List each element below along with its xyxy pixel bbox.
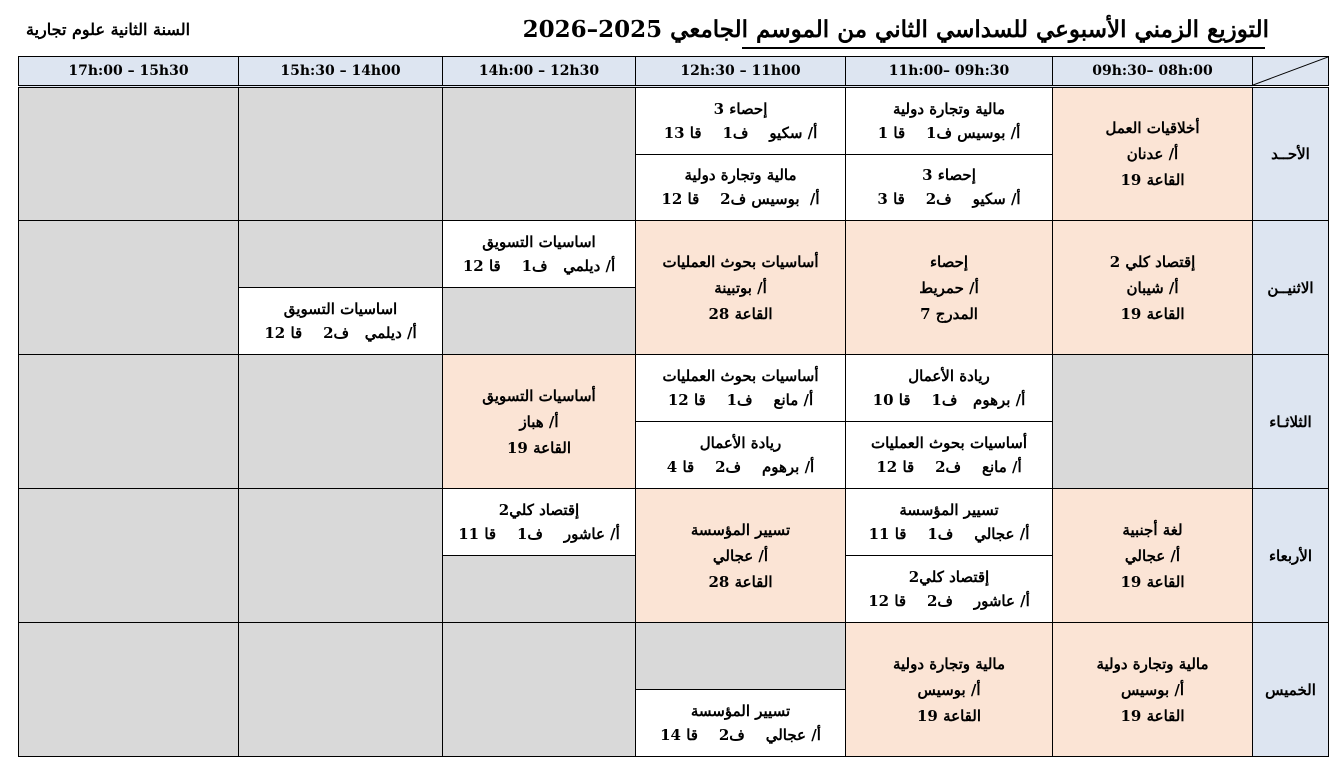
- teacher: أ/ بوسيس: [917, 680, 981, 699]
- lecture-cell: [846, 623, 1053, 757]
- time-slot-6: 17h:00 – 15h30: [19, 57, 239, 87]
- subject: مالية وتجارة دولية: [1096, 654, 1209, 673]
- year-label: السنة الثانية علوم تجارية: [26, 20, 191, 39]
- time-header-row: [19, 57, 1329, 87]
- lecture-cell: [636, 221, 846, 355]
- empty-cell: [239, 623, 443, 757]
- split-cell: [636, 623, 846, 757]
- time-slot-3: 12h:30 – 11h00: [636, 57, 846, 87]
- group-session: [846, 154, 1052, 221]
- empty-cell: [239, 87, 443, 221]
- room: القاعة 28: [708, 572, 773, 591]
- room: القاعة 19: [1120, 572, 1185, 591]
- split-cell: [239, 221, 443, 355]
- room: القاعة 19: [507, 438, 571, 457]
- room: القاعة 19: [1120, 304, 1185, 323]
- group-session: [846, 421, 1052, 488]
- weekly-timetable: [18, 56, 1329, 757]
- split-cell: [636, 87, 846, 221]
- group-info: أ/ عجالي ف2 قا 14: [660, 726, 821, 744]
- group-session: [443, 489, 635, 555]
- group-session: [636, 88, 845, 154]
- subject: إحصاء 3: [922, 166, 976, 185]
- time-slot-1: 09h:30– 08h:00: [1053, 57, 1253, 87]
- split-cell: [443, 489, 636, 623]
- empty-cell: [19, 221, 239, 355]
- empty-cell: [239, 489, 443, 623]
- subject: تسيير المؤسسة: [690, 702, 791, 720]
- teacher: أ/ عجالي: [712, 546, 769, 565]
- teacher: أ/ عجالي: [1124, 546, 1181, 565]
- teacher: أ/ شيبان: [1126, 278, 1179, 297]
- document-title: التوزيع الزمني الأسبوعي للسداسي الثاني من الموسم الجامعي 2025–2026: [522, 16, 1269, 43]
- room: القاعة 28: [708, 304, 773, 323]
- group-info: أ/ سكيو ف1 قا 13: [663, 123, 818, 142]
- corner-diagonal: [1253, 57, 1328, 85]
- subject: إقتصاد كلي2: [908, 568, 990, 586]
- day-label: الثلاثـاء: [1253, 355, 1329, 489]
- split-cell: [846, 87, 1053, 221]
- subject: أساسيات بحوث العمليات: [662, 252, 819, 271]
- group-session: [636, 355, 845, 421]
- subject: لغة أجنبية: [1122, 520, 1183, 539]
- subject: أساسيات بحوث العمليات: [870, 434, 1028, 452]
- corner-cell: [1253, 57, 1329, 87]
- subject: إقتصاد كلي 2: [1109, 252, 1196, 271]
- teacher: أ/ عدنان: [1126, 145, 1179, 163]
- subject: اساسيات التسويق: [482, 233, 596, 251]
- group-info: أ/ عجالي ف1 قا 11: [868, 525, 1030, 543]
- group-session: [443, 221, 635, 287]
- empty-cell: [443, 623, 636, 757]
- row-monday: [19, 221, 1329, 355]
- subject: أساسيات التسويق: [482, 386, 596, 405]
- teacher: أ/ هباز: [519, 412, 559, 431]
- subject: مالية وتجارة دولية: [892, 99, 1006, 118]
- group-session: [636, 421, 845, 488]
- group-info: أ/ مانع ف1 قا 12: [667, 391, 814, 409]
- subject: إحصاء: [929, 252, 969, 271]
- room: القاعة 19: [917, 706, 981, 725]
- subject: إقتصاد كلي2: [498, 501, 580, 519]
- subject: مالية وتجارة دولية: [892, 654, 1006, 673]
- group-info: أ/ مانع ف2 قا 12: [876, 458, 1022, 476]
- empty-slot: [239, 221, 442, 287]
- lecture-cell: [1053, 221, 1253, 355]
- empty-cell: [1053, 355, 1253, 489]
- subject: مالية وتجارة دولية: [684, 166, 797, 185]
- lecture-cell: [1053, 87, 1253, 221]
- group-info: أ/ برهوم ف2 قا 4: [666, 458, 815, 476]
- group-info: أ/ ديلمي ف2 قا 12: [264, 324, 417, 342]
- split-cell: [443, 221, 636, 355]
- time-slot-4: 14h:00 – 12h30: [443, 57, 636, 87]
- teacher: أ/ بوتبينة: [714, 278, 767, 297]
- group-info: أ/ بوسيس ف1 قا 1: [877, 123, 1021, 142]
- subject: ريادة الأعمال: [699, 434, 782, 452]
- group-session: [636, 689, 845, 756]
- day-label: الأربعاء: [1253, 489, 1329, 623]
- lecture-cell: [636, 489, 846, 623]
- split-cell: [846, 355, 1053, 489]
- subject: أساسيات بحوث العمليات: [662, 367, 819, 385]
- row-wednesday: [19, 489, 1329, 623]
- subject: أخلاقيات العمل: [1105, 119, 1200, 137]
- room: القاعة 19: [1120, 171, 1185, 189]
- group-session: [846, 355, 1052, 421]
- group-session: [239, 287, 442, 354]
- empty-slot: [443, 555, 635, 622]
- group-session: [636, 154, 845, 221]
- subject: اساسيات التسويق: [283, 300, 398, 318]
- teacher: أ/ حمريط: [919, 278, 979, 297]
- group-info: أ/ سكيو ف2 قا 3: [877, 190, 1021, 209]
- title-underline: [742, 47, 1265, 49]
- split-cell: [636, 355, 846, 489]
- room: المدرج 7: [920, 304, 978, 323]
- split-cell: [846, 489, 1053, 623]
- row-sunday: [19, 87, 1329, 221]
- empty-slot: [443, 287, 635, 354]
- group-info: أ/ عاشور ف2 قا 12: [868, 592, 1030, 610]
- group-info: أ/ ديلمي ف1 قا 12: [462, 257, 616, 275]
- row-thursday: [19, 623, 1329, 757]
- subject: ريادة الأعمال: [908, 367, 990, 385]
- row-tuesday: [19, 355, 1329, 489]
- group-session: [846, 489, 1052, 555]
- subject: تسيير المؤسسة: [690, 520, 791, 539]
- time-slot-5: 15h:30 – 14h00: [239, 57, 443, 87]
- lecture-cell: [846, 221, 1053, 355]
- lecture-cell: [1053, 623, 1253, 757]
- day-label: الاثنيــن: [1253, 221, 1329, 355]
- empty-cell: [239, 355, 443, 489]
- empty-slot: [636, 623, 845, 689]
- group-session: [846, 88, 1052, 154]
- empty-cell: [19, 623, 239, 757]
- lecture-cell: [1053, 489, 1253, 623]
- group-session: [846, 555, 1052, 622]
- group-info: أ/ عاشور ف1 قا 11: [458, 525, 620, 543]
- empty-cell: [19, 355, 239, 489]
- day-label: الخميس: [1253, 623, 1329, 757]
- teacher: أ/ بوسيس: [1120, 680, 1184, 699]
- empty-cell: [19, 87, 239, 221]
- time-slot-2: 11h:00– 09h:30: [846, 57, 1053, 87]
- empty-cell: [19, 489, 239, 623]
- empty-cell: [443, 87, 636, 221]
- group-info: أ/ برهوم ف1 قا 10: [872, 391, 1026, 409]
- subject: تسيير المؤسسة: [899, 501, 999, 519]
- subject: إحصاء 3: [713, 99, 768, 118]
- lecture-cell: [443, 355, 636, 489]
- day-label: الأحــد: [1253, 87, 1329, 221]
- group-info: أ/ بوسيس ف2 قا 12: [661, 190, 820, 209]
- room: القاعة 19: [1120, 706, 1185, 725]
